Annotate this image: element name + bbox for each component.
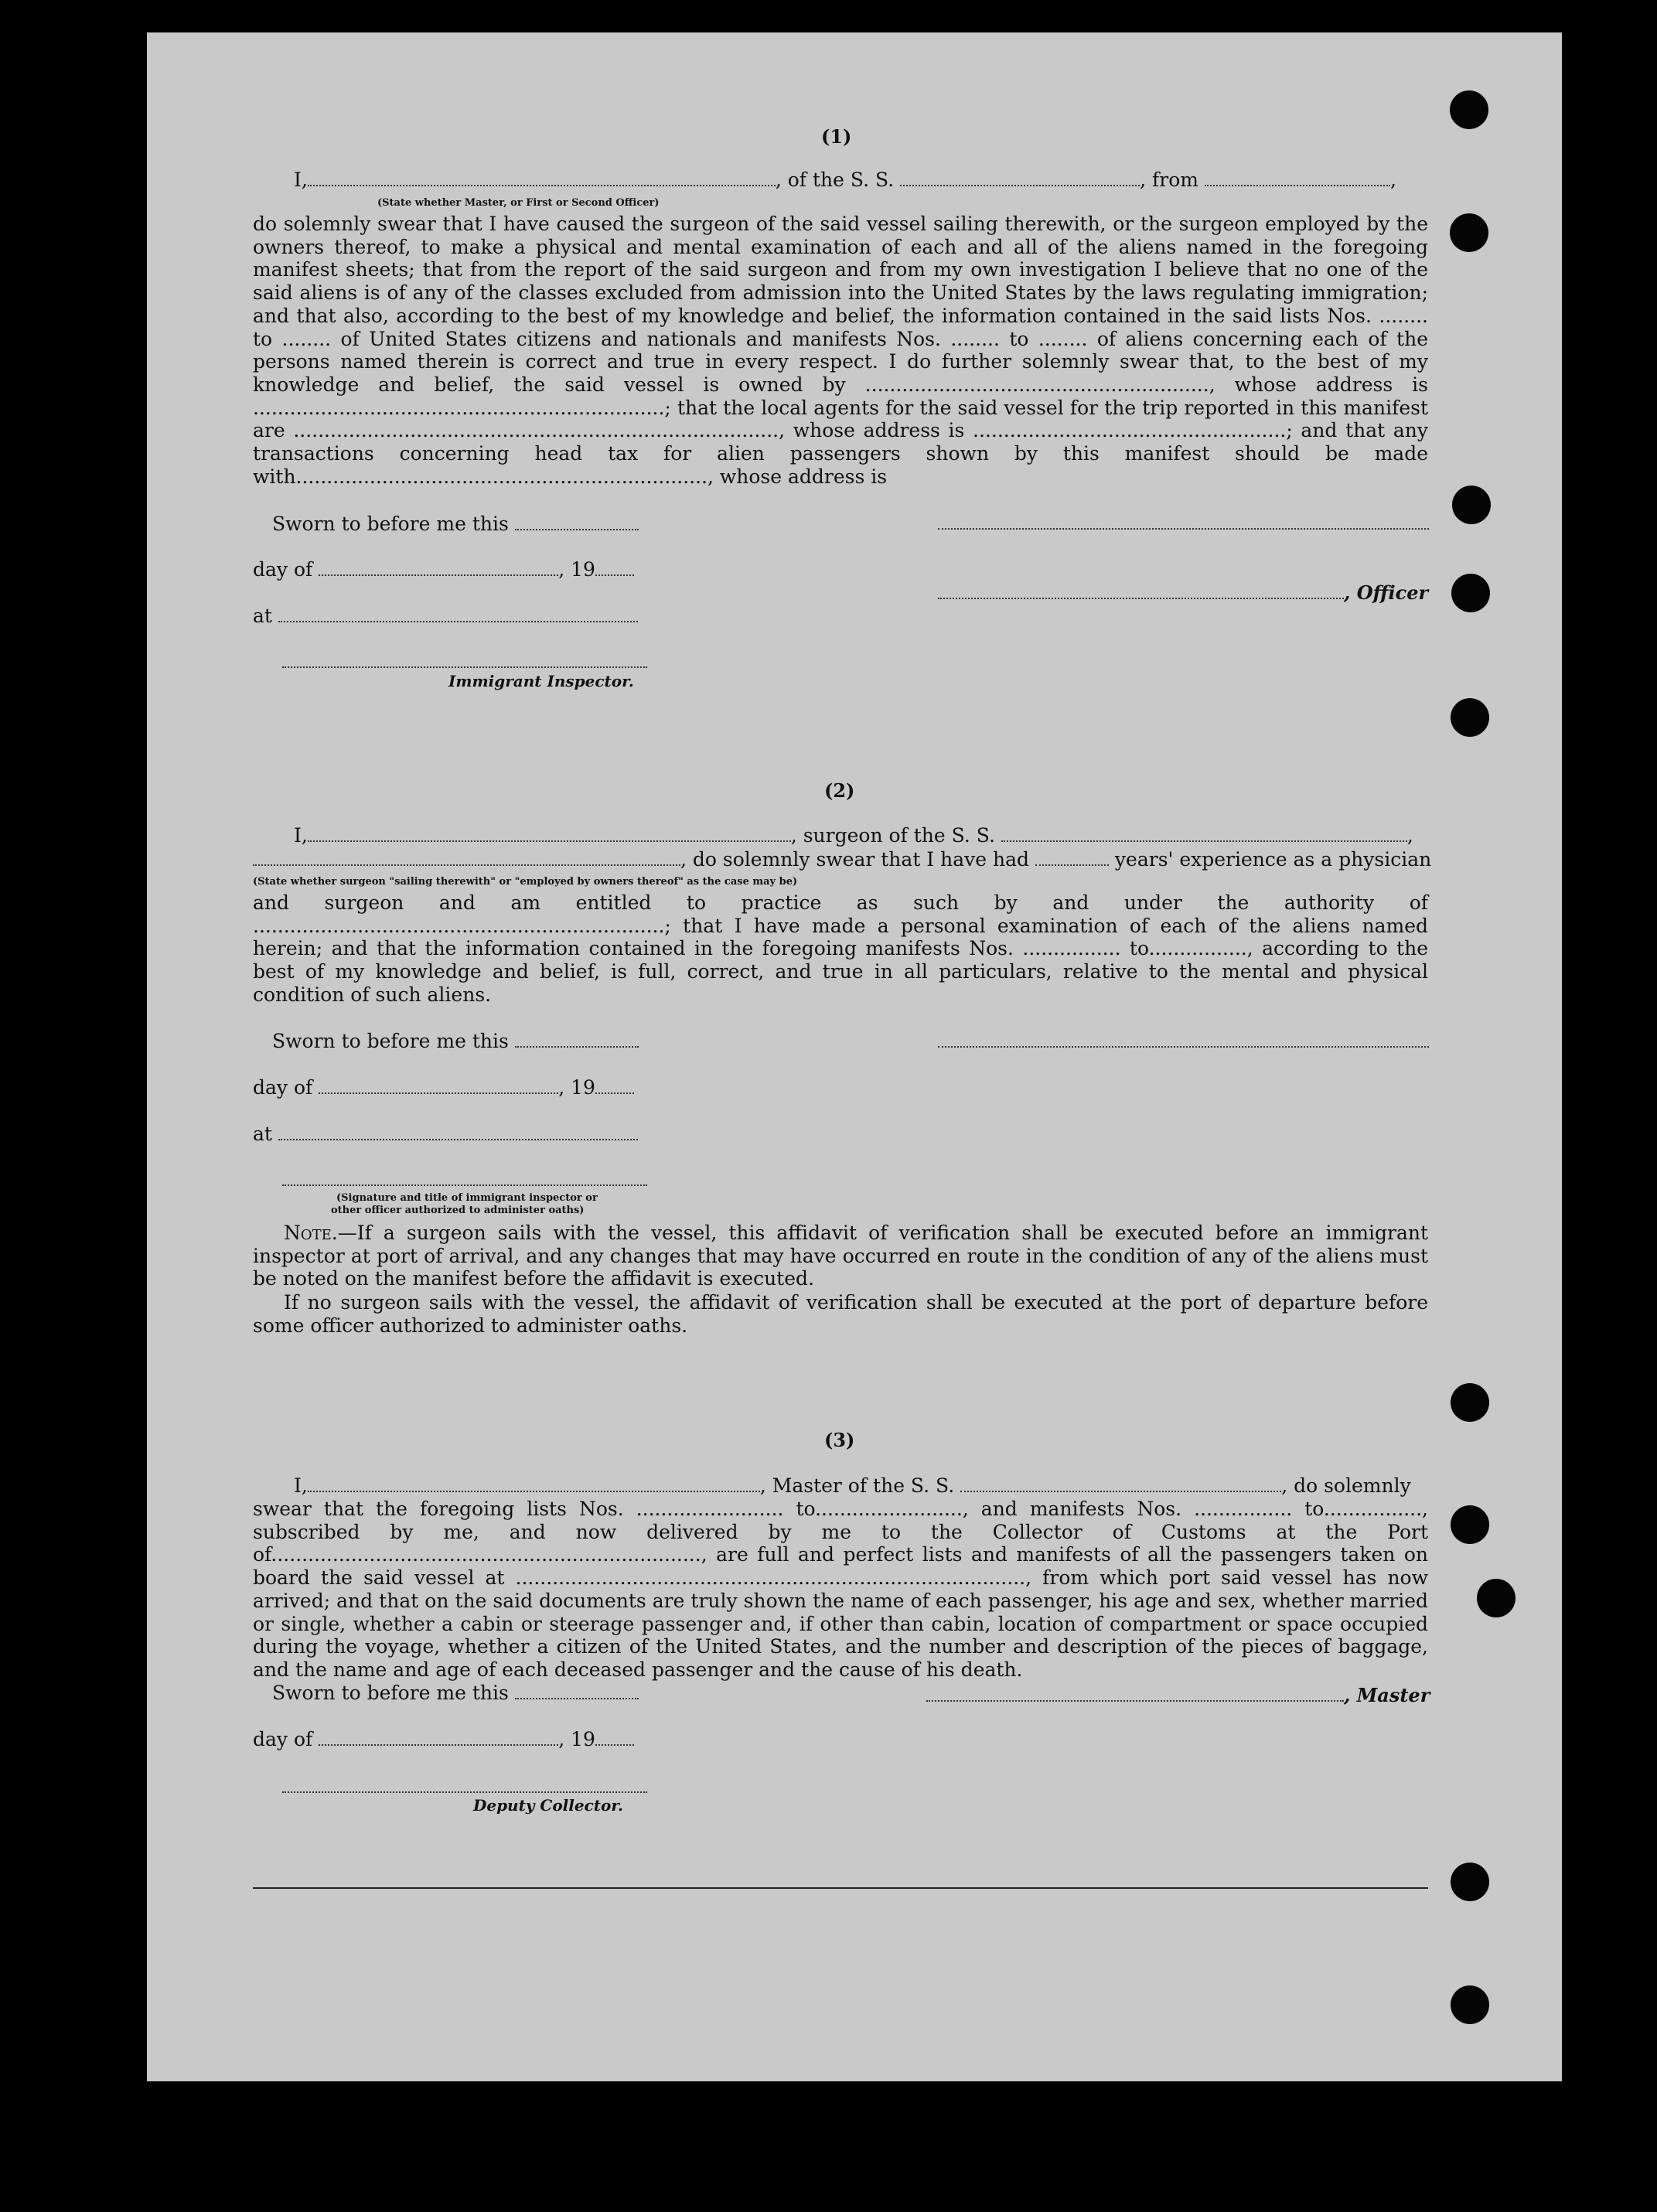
- surgeon-signature-line[interactable]: [938, 1046, 1429, 1048]
- section-1-number: (1): [821, 125, 852, 148]
- sworn-label-3: [272, 1682, 639, 1705]
- punch-hole: [1477, 1579, 1516, 1617]
- collector-caption: Deputy Collector.: [473, 1796, 624, 1815]
- from-label: , from: [1140, 169, 1198, 191]
- year-text: , 19: [558, 1076, 595, 1099]
- master-label: , Master of the S. S.: [759, 1474, 955, 1497]
- section-2-first-line: [294, 824, 1413, 847]
- surgeon-name-field[interactable]: [308, 827, 791, 842]
- punch-hole: [1451, 1863, 1489, 1901]
- section-1-paragraph: do solemnly swear that I have caused the surgeon of the said vessel sailing therewith, or the surgeon employed by the owners thereof, to make a physical and mental examination of each and all of the aliens named in the foregoing manifest sheets; that from the report of the said surgeon and from my own investigation I believe that no one of the said aliens is of any of the classes excluded from admission into the United States by the laws regulating immigration; and that also, according to the best of my knowledge and belief, the information contained in the said lists Nos. ........ to ........ of United States citizens and nationals and manifests Nos. ........ to ........ of aliens concerning each of the persons named therein is correct and true in every respect. I do further solemnly swear that, to the best of my knowledge and belief, the said vessel is owned by ........................................................, whose address is ...................................................................; that the local agents for the said vessel for the trip reported in this manifest are ..............................................................................., whose address is ...................................................; and that any transactions concerning head tax for alien passengers shown by this manifest should be made with..................................................................., whose address is: [253, 213, 1428, 488]
- at-line-1: [253, 605, 638, 628]
- master-name-field[interactable]: [308, 1477, 760, 1492]
- place-field[interactable]: [278, 1125, 638, 1140]
- surgeon-label: , surgeon of the S. S.: [790, 824, 995, 847]
- punch-hole: [1451, 1985, 1489, 2024]
- sworn-text: Sworn to before me this: [272, 513, 509, 535]
- note-paragraph-2: If no surgeon sails with the vessel, the affidavit of verification shall be executed at the port of departure before some officer authorized to administer oaths.: [253, 1291, 1428, 1337]
- month-field[interactable]: [319, 1730, 558, 1746]
- note-text: —If a surgeon sails with the vessel, this affidavit of verification shall be executed before an immigrant inspector at port of arrival, and any changes that may have occurred en route in the condition of any of the aliens must be noted on the manifest before the affidavit is executed.: [253, 1222, 1428, 1290]
- comma: ,: [1389, 169, 1396, 191]
- signature-caption-2: other officer authorized to administer oaths): [331, 1205, 585, 1216]
- master-signature-field[interactable]: [926, 1686, 1344, 1702]
- officer-caption: , Officer: [1344, 581, 1429, 604]
- note-label: Note.: [284, 1222, 338, 1244]
- sworn-day-field[interactable]: [515, 1032, 639, 1048]
- day-of-line-2: [253, 1076, 634, 1099]
- surgeon-caption: (State whether surgeon "sailing therewith" or "employed by owners thereof" as the case may be): [253, 876, 798, 888]
- officer-title-field[interactable]: [938, 584, 1344, 599]
- section-3-paragraph: swear that the foregoing lists Nos. ........................ to........................, and manifests Nos. ................ to................, subscribed by me, and now delivered by me to the Collector of Customs at the Port of......................................................................, are full and perfect lists and manifests of all the passengers taken on board the said vessel at ..................................................................................., from which port said vessel has now arrived; and that on the said documents are truly shown the name of each passenger, his age and sex, whether married or single, whether a cabin or steerage passenger and, if other than cabin, location of compartment or space occupied during the voyage, whether a citizen of the United States, and the number and description of the pieces of baggage, and the name and age of each deceased passenger and the cause of his death.: [253, 1498, 1428, 1681]
- vessel-name-field[interactable]: [960, 1477, 1281, 1492]
- punch-hole: [1451, 574, 1490, 612]
- punch-hole: [1452, 486, 1491, 524]
- inspector-signature-line-2[interactable]: [282, 1184, 647, 1186]
- inspector-caption: Immigrant Inspector.: [448, 672, 634, 690]
- master-caption: (State whether Master, or First or Second Officer): [377, 197, 660, 209]
- year-text: , 19: [558, 558, 595, 581]
- inspector-signature-line[interactable]: [282, 666, 647, 668]
- day-of-text: day of: [253, 1076, 313, 1099]
- year-field[interactable]: [595, 561, 634, 576]
- year-field[interactable]: [595, 1730, 634, 1746]
- year-field[interactable]: [595, 1079, 634, 1094]
- section-2-second-line: [253, 848, 1431, 871]
- month-field[interactable]: [319, 1079, 558, 1094]
- sworn-day-field[interactable]: [515, 515, 639, 530]
- oath-i: I,: [294, 169, 308, 191]
- years-text: years' experience as a physician: [1114, 848, 1432, 871]
- at-text: at: [253, 605, 272, 627]
- section-1-first-line: [294, 169, 1396, 192]
- day-of-line-1: [253, 558, 634, 581]
- sworn-label-2: [272, 1030, 639, 1053]
- of-ss-label: , of the S. S.: [775, 169, 895, 191]
- section-2-number: (2): [824, 779, 855, 802]
- master-caption: , Master: [1344, 1684, 1430, 1706]
- sworn-day-field[interactable]: [515, 1684, 639, 1699]
- swear-text: , do solemnly swear that I have had: [680, 848, 1030, 871]
- oath-i: I,: [294, 1474, 308, 1497]
- sworn-text: Sworn to before me this: [272, 1030, 509, 1052]
- day-of-line-3: [253, 1728, 634, 1751]
- day-of-text: day of: [253, 558, 313, 581]
- day-of-text: day of: [253, 1728, 313, 1750]
- swear-text: , do solemnly: [1281, 1474, 1411, 1497]
- vessel-name-field[interactable]: [900, 171, 1140, 186]
- master-signature-line: [926, 1684, 1430, 1707]
- section-2-paragraph: and surgeon and am entitled to practice as such by and under the authority of ...................................................................; that I have made a personal examination of each of the aliens named herein; and that the information contained in the foregoing manifests Nos. ................ to................, according to the best of my knowledge and belief, is full, correct, and true in all particulars, relative to the mental and physical condition of such aliens.: [253, 891, 1428, 1006]
- note-paragraph: [253, 1222, 1428, 1290]
- sworn-label-1: [272, 513, 639, 536]
- officer-label-line: [938, 581, 1428, 605]
- surgeon-status-field[interactable]: [253, 850, 680, 866]
- punch-hole: [1450, 213, 1488, 252]
- punch-hole: [1450, 90, 1488, 129]
- at-line-2: [253, 1123, 638, 1146]
- section-3-number: (3): [824, 1429, 855, 1451]
- signature-caption-1: (Signature and title of immigrant inspector or: [336, 1192, 598, 1204]
- collector-signature-line[interactable]: [282, 1791, 647, 1793]
- officer-signature-line[interactable]: [938, 528, 1429, 530]
- officer-name-field[interactable]: [308, 171, 776, 186]
- punch-hole: [1451, 698, 1489, 737]
- bottom-rule: [253, 1887, 1428, 1889]
- punch-hole: [1451, 1505, 1489, 1544]
- oath-i: I,: [294, 824, 308, 847]
- punch-hole: [1451, 1383, 1489, 1422]
- month-field[interactable]: [319, 561, 558, 576]
- place-field[interactable]: [278, 607, 638, 622]
- departure-port-field[interactable]: [1205, 171, 1390, 186]
- at-text: at: [253, 1123, 272, 1145]
- year-text: , 19: [558, 1728, 595, 1750]
- vessel-name-field[interactable]: [1001, 827, 1407, 842]
- comma: ,: [1406, 824, 1413, 847]
- years-field[interactable]: [1035, 850, 1109, 866]
- sworn-text: Sworn to before me this: [272, 1682, 509, 1704]
- section-3-first-line: [294, 1474, 1411, 1498]
